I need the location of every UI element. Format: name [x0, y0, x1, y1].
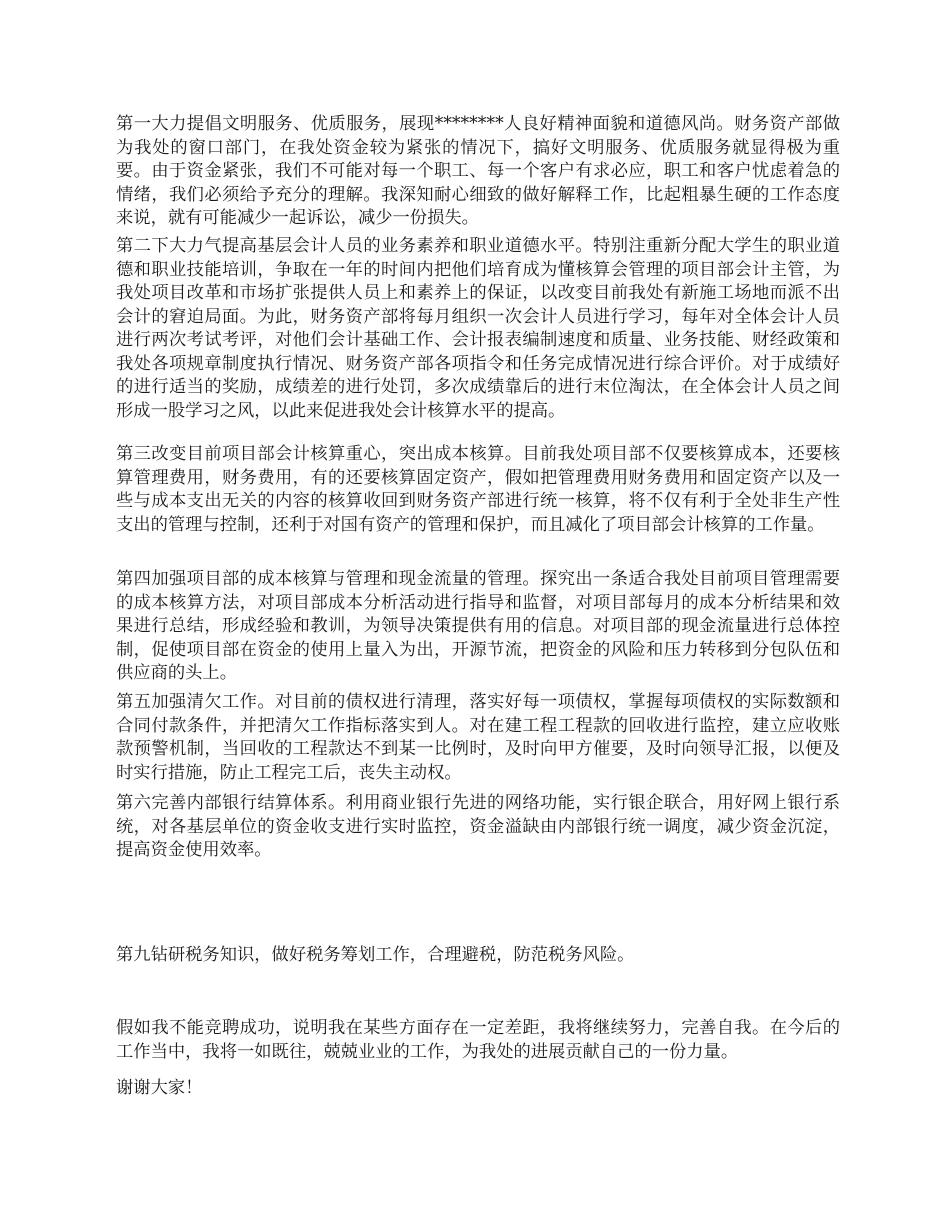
paragraph-closing-statement: 假如我不能竞聘成功，说明我在某些方面存在一定差距，我将继续努力，完善自我。在今后的工作当中，我将一如既往，兢兢业业的工作，为我处的进展贡献自己的一份力量。 [116, 1018, 840, 1062]
paragraph-civilized-service: 第一大力提倡文明服务、优质服务，展现********人良好精神面貌和道德风尚。财务资产部做为我处的窗口部门，在我处资金较为紧张的情况下，搞好文明服务、优质服务就显得极为重要。由于资金紧张，我们不可能对每一个职工、每一个客户有求必应，职工和客户忧虑着急的情绪，我们必须给予充分的理解。我深知耐心细致的做好解释工作，比起粗暴生硬的工作态度来说，就有可能减少一起诉讼，减少一份损失。 [116, 114, 840, 228]
paragraph-cost-accounting-focus: 第三改变目前项目部会计核算重心，突出成本核算。目前我处项目部不仅要核算成本，还要核算管理费用，财务费用，有的还要核算固定资产，假如把管理费用财务费用和固定资产以及一些与成本支出无关的内容的核算收回到财务资产部进行统一核算，将不仅有利于全处非生产性支出的管理与控制，还利于对国有资产的管理和保护，而且减化了项目部会计核算的工作量。 [116, 444, 840, 535]
paragraph-internal-bank: 第六完善内部银行结算体系。利用商业银行先进的网络功能，实行银企联合，用好网上银行系统，对各基层单位的资金收支进行实时监控，资金溢缺由内部银行统一调度，减少资金沉淀，提高资金使用效率。 [116, 793, 840, 860]
paragraph-cost-and-cashflow: 第四加强项目部的成本核算与管理和现金流量的管理。探究出一条适合我处目前项目管理需要的成本核算方法，对项目部成本分析活动进行指导和监督，对项目部每月的成本分析结果和效果进行总结，形成经验和教训，为领导决策提供有用的信息。对项目部的现金流量进行总体控制，促使项目部在资金的使用上量入为出，开源节流，把资金的风险和压力转移到分包队伍和供应商的头上。 [116, 569, 840, 683]
paragraph-tax-planning: 第九钻研税务知识，做好税务筹划工作，合理避税，防范税务风险。 [116, 945, 635, 965]
paragraph-thanks: 谢谢大家！ [116, 1078, 203, 1098]
paragraph-accountant-training: 第二下大力气提高基层会计人员的业务素养和职业道德水平。特别注重新分配大学生的职业道德和职业技能培训，争取在一年的时间内把他们培育成为懂核算会管理的项目部会计主管，为我处项目改革和市场扩张提供人员上和素养上的保证，以改变目前我处有新施工场地而派不出会计的窘迫局面。为此，财务资产部将每月组织一次会计人员进行学习，每年对全体会计人员进行两次考试考评，对他们会计基础工作、会计报表编制速度和质量、业务技能、财经政策和我处各项规章制度执行情况、财务资产部各项指令和任务完成情况进行综合评价。对于成绩好的进行适当的奖励，成绩差的进行处罚，多次成绩靠后的进行末位淘汰，在全体会计人员之间形成一股学习之风，以此来促进我处会计核算水平的提高。 [116, 236, 840, 421]
paragraph-debt-collection: 第五加强清欠工作。对目前的债权进行清理，落实好每一项债权，掌握每项债权的实际数额和合同付款条件，并把清欠工作指标落实到人。对在建工程工程款的回收进行监控，建立应收账款预警机制，当回收的工程款达不到某一比例时，及时向甲方催要，及时向领导汇报，以便及时实行措施，防止工程完工后，丧失主动权。 [116, 692, 840, 783]
